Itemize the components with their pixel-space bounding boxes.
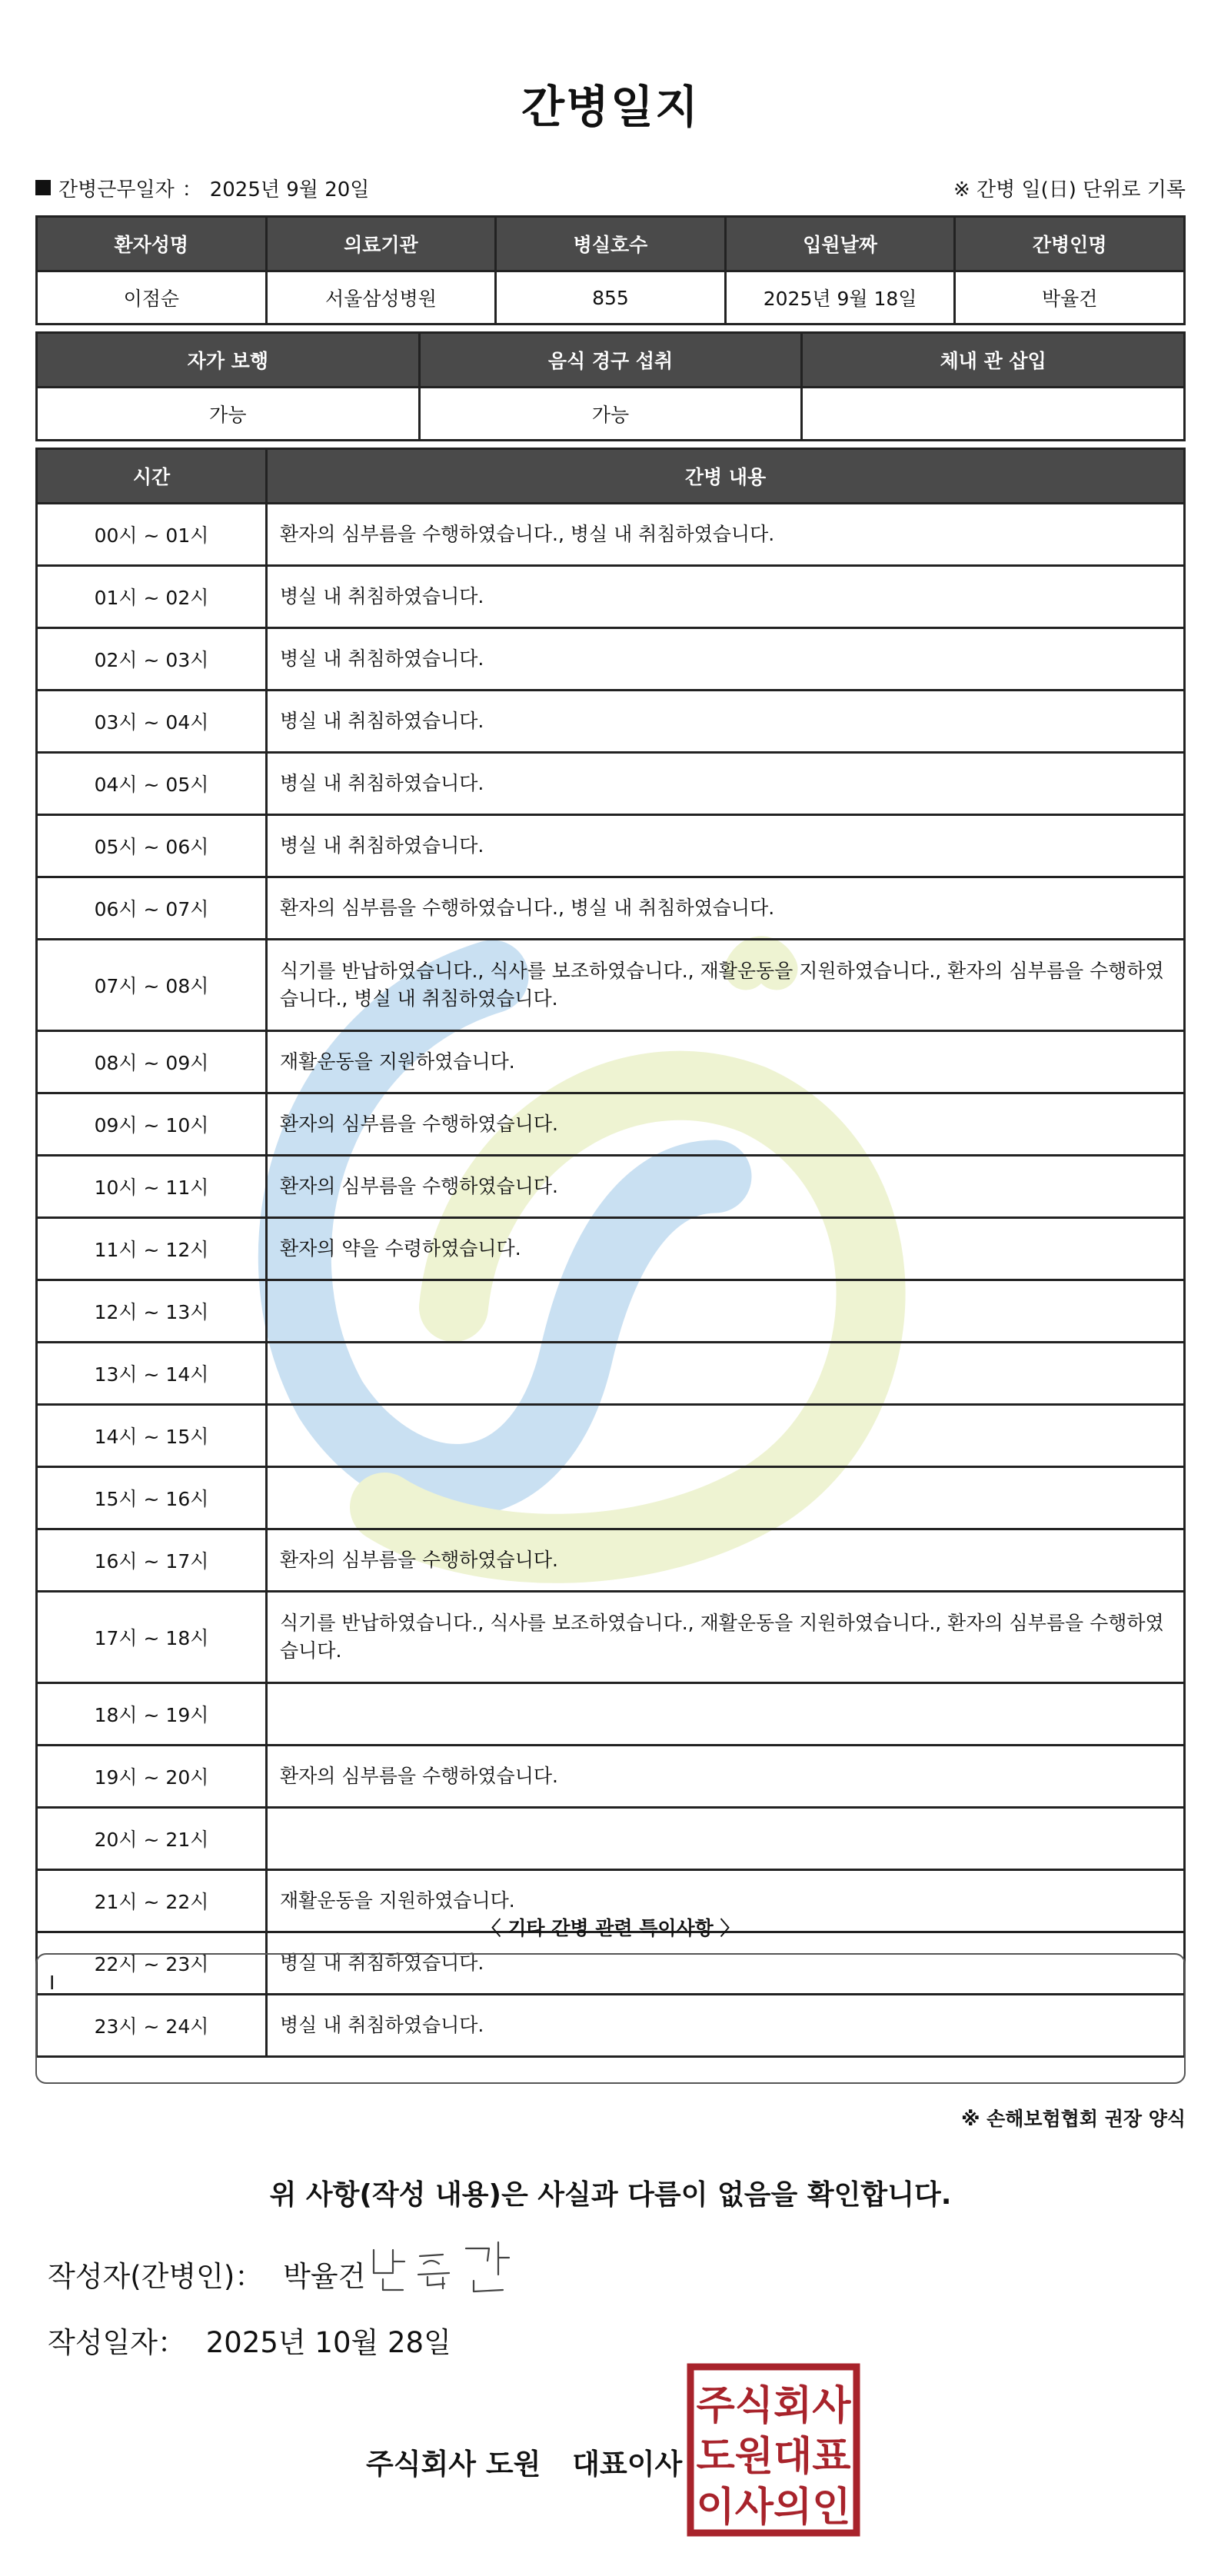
company-name: 주식회사 도원 bbox=[366, 2448, 541, 2481]
header-institution: 의료기관 bbox=[266, 217, 496, 271]
log-time: 22시 ~ 23시 bbox=[37, 1932, 267, 1995]
log-content: 병실 내 취침하였습니다. bbox=[267, 1995, 1185, 2057]
header-caregiver-name: 간병인명 bbox=[955, 217, 1185, 271]
table-row bbox=[37, 1093, 1185, 1156]
patient-info-table bbox=[35, 215, 1186, 325]
table-row bbox=[37, 753, 1185, 815]
work-date-value: 2025년 9월 20일 bbox=[209, 178, 370, 201]
remarks-box bbox=[35, 1953, 1186, 2084]
remarks-title: 〈 기타 간병 관련 특이사항 〉 bbox=[481, 1917, 740, 1939]
writer-label: 작성자(간병인)： bbox=[48, 2260, 264, 2293]
log-content: 병실 내 취침하였습니다. bbox=[267, 753, 1185, 815]
log-content: 병실 내 취침하였습니다. bbox=[267, 691, 1185, 753]
log-content: 환자의 심부름을 수행하였습니다. bbox=[267, 1746, 1185, 1808]
patient-status-table bbox=[35, 331, 1186, 441]
log-time: 16시 ~ 17시 bbox=[37, 1529, 267, 1592]
writer-name: 박율건 bbox=[283, 2260, 366, 2293]
log-time: 21시 ~ 22시 bbox=[37, 1870, 267, 1932]
log-content: 환자의 심부름을 수행하였습니다. bbox=[267, 1156, 1185, 1218]
log-time: 15시 ~ 16시 bbox=[37, 1467, 267, 1529]
table-row bbox=[37, 1343, 1185, 1405]
header-time: 시간 bbox=[37, 449, 267, 504]
log-content: 병실 내 취침하였습니다. bbox=[267, 815, 1185, 877]
log-content: 식기를 반납하였습니다., 식사를 보조하였습니다., 재활운동을 지원하였습니다., 환자의 심부름을 수행하였습니다., 병실 내 취침하였습니다. bbox=[267, 940, 1185, 1031]
header-oral-intake: 음식 경구 섭취 bbox=[419, 333, 802, 388]
table-row bbox=[37, 628, 1185, 691]
table-row bbox=[37, 1218, 1185, 1280]
header-self-walking: 자가 보행 bbox=[37, 333, 420, 388]
table-row bbox=[37, 815, 1185, 877]
company-seal-stamp bbox=[686, 2362, 861, 2538]
log-time: 13시 ~ 14시 bbox=[37, 1343, 267, 1405]
log-time: 17시 ~ 18시 bbox=[37, 1592, 267, 1683]
table-row bbox=[37, 1467, 1185, 1529]
table-row bbox=[37, 1808, 1185, 1870]
care-log-body bbox=[37, 504, 1185, 2057]
log-time: 12시 ~ 13시 bbox=[37, 1280, 267, 1343]
remarks-text: I bbox=[49, 1972, 55, 1994]
log-content: 병실 내 취침하였습니다. bbox=[267, 566, 1185, 628]
table-header-row bbox=[37, 217, 1185, 271]
table-row bbox=[37, 388, 1185, 441]
page-title: 간병일지 bbox=[521, 81, 700, 133]
table-row bbox=[37, 877, 1185, 940]
self-walking-value: 가능 bbox=[37, 388, 420, 441]
work-date-label: 간병근무일자 bbox=[58, 178, 175, 201]
table-row bbox=[37, 1592, 1185, 1683]
log-content: 병실 내 취침하였습니다. bbox=[267, 628, 1185, 691]
date-label: 작성일자： bbox=[48, 2326, 186, 2359]
work-date bbox=[35, 174, 369, 202]
seal-line-1: 주식회사 bbox=[696, 2383, 851, 2429]
care-log-table bbox=[35, 448, 1186, 2058]
written-date-line bbox=[48, 2319, 451, 2361]
log-time: 23시 ~ 24시 bbox=[37, 1995, 267, 2057]
header-room-number: 병실호수 bbox=[496, 217, 726, 271]
log-content bbox=[267, 1467, 1185, 1529]
table-header-row bbox=[37, 449, 1185, 504]
log-time: 04시 ~ 05시 bbox=[37, 753, 267, 815]
log-content bbox=[267, 1280, 1185, 1343]
log-content bbox=[267, 1683, 1185, 1746]
square-bullet-icon bbox=[35, 180, 51, 195]
company-line bbox=[366, 2441, 682, 2482]
log-time: 00시 ~ 01시 bbox=[37, 504, 267, 566]
admission-date: 2025년 9월 18일 bbox=[725, 271, 955, 324]
table-row bbox=[37, 566, 1185, 628]
log-time: 06시 ~ 07시 bbox=[37, 877, 267, 940]
log-content: 환자의 심부름을 수행하였습니다., 병실 내 취침하였습니다. bbox=[267, 504, 1185, 566]
log-content bbox=[267, 1405, 1185, 1467]
log-time: 20시 ~ 21시 bbox=[37, 1808, 267, 1870]
caregiver-name: 박율건 bbox=[955, 271, 1185, 324]
writer-line bbox=[48, 2253, 365, 2295]
table-row bbox=[37, 1031, 1185, 1093]
log-time: 03시 ~ 04시 bbox=[37, 691, 267, 753]
table-header-row bbox=[37, 333, 1185, 388]
log-content bbox=[267, 1808, 1185, 1870]
log-content bbox=[267, 1343, 1185, 1405]
log-time: 18시 ~ 19시 bbox=[37, 1683, 267, 1746]
log-time: 08시 ~ 09시 bbox=[37, 1031, 267, 1093]
header-patient-name: 환자성명 bbox=[37, 217, 267, 271]
table-row bbox=[37, 1280, 1185, 1343]
form-note: ※ 손해보험협회 권장 양식 bbox=[961, 2108, 1186, 2130]
log-content: 재활운동을 지원하였습니다. bbox=[267, 1031, 1185, 1093]
log-content: 환자의 심부름을 수행하였습니다. bbox=[267, 1529, 1185, 1592]
log-content: 병실 내 취침하였습니다. bbox=[267, 1932, 1185, 1995]
table-row bbox=[37, 504, 1185, 566]
log-content: 식기를 반납하였습니다., 식사를 보조하였습니다., 재활운동을 지원하였습니다., 환자의 심부름을 수행하였습니다. bbox=[267, 1592, 1185, 1683]
log-content: 환자의 약을 수령하였습니다. bbox=[267, 1218, 1185, 1280]
tube-insertion-value bbox=[802, 388, 1185, 441]
log-time: 19시 ~ 20시 bbox=[37, 1746, 267, 1808]
table-row bbox=[37, 940, 1185, 1031]
seal-line-2: 도원대표 bbox=[696, 2434, 851, 2480]
institution: 서울삼성병원 bbox=[266, 271, 496, 324]
table-row bbox=[37, 1529, 1185, 1592]
header-care-content: 간병 내용 bbox=[267, 449, 1185, 504]
table-row bbox=[37, 271, 1185, 324]
log-time: 05시 ~ 06시 bbox=[37, 815, 267, 877]
header-tube-insertion: 체내 관 삽입 bbox=[802, 333, 1185, 388]
room-number: 855 bbox=[496, 271, 726, 324]
seal-line-3: 이사의인 bbox=[696, 2484, 851, 2531]
work-date-separator: ： bbox=[181, 178, 202, 201]
log-time: 01시 ~ 02시 bbox=[37, 566, 267, 628]
log-time: 10시 ~ 11시 bbox=[37, 1156, 267, 1218]
confirmation-statement: 위 사항(작성 내용)은 사실과 다름이 없음을 확인합니다. bbox=[269, 2179, 952, 2211]
log-content: 환자의 심부름을 수행하였습니다., 병실 내 취침하였습니다. bbox=[267, 877, 1185, 940]
company-role: 대표이사 bbox=[572, 2448, 683, 2481]
table-row bbox=[37, 1405, 1185, 1467]
record-unit-note: ※ 간병 일(日) 단위로 기록 bbox=[953, 178, 1186, 201]
table-row bbox=[37, 1746, 1185, 1808]
table-row bbox=[37, 1156, 1185, 1218]
handwritten-signature bbox=[366, 2235, 551, 2296]
log-content: 환자의 심부름을 수행하였습니다. bbox=[267, 1093, 1185, 1156]
table-row bbox=[37, 1683, 1185, 1746]
log-time: 14시 ~ 15시 bbox=[37, 1405, 267, 1467]
log-time: 09시 ~ 10시 bbox=[37, 1093, 267, 1156]
date-value: 2025년 10월 28일 bbox=[205, 2326, 451, 2359]
log-content: 재활운동을 지원하였습니다. bbox=[267, 1870, 1185, 1932]
log-time: 07시 ~ 08시 bbox=[37, 940, 267, 1031]
log-time: 02시 ~ 03시 bbox=[37, 628, 267, 691]
oral-intake-value: 가능 bbox=[419, 388, 802, 441]
meta-row bbox=[35, 172, 1186, 203]
log-time: 11시 ~ 12시 bbox=[37, 1218, 267, 1280]
header-admission-date: 입원날짜 bbox=[725, 217, 955, 271]
table-row bbox=[37, 691, 1185, 753]
patient-name: 이점순 bbox=[37, 271, 267, 324]
